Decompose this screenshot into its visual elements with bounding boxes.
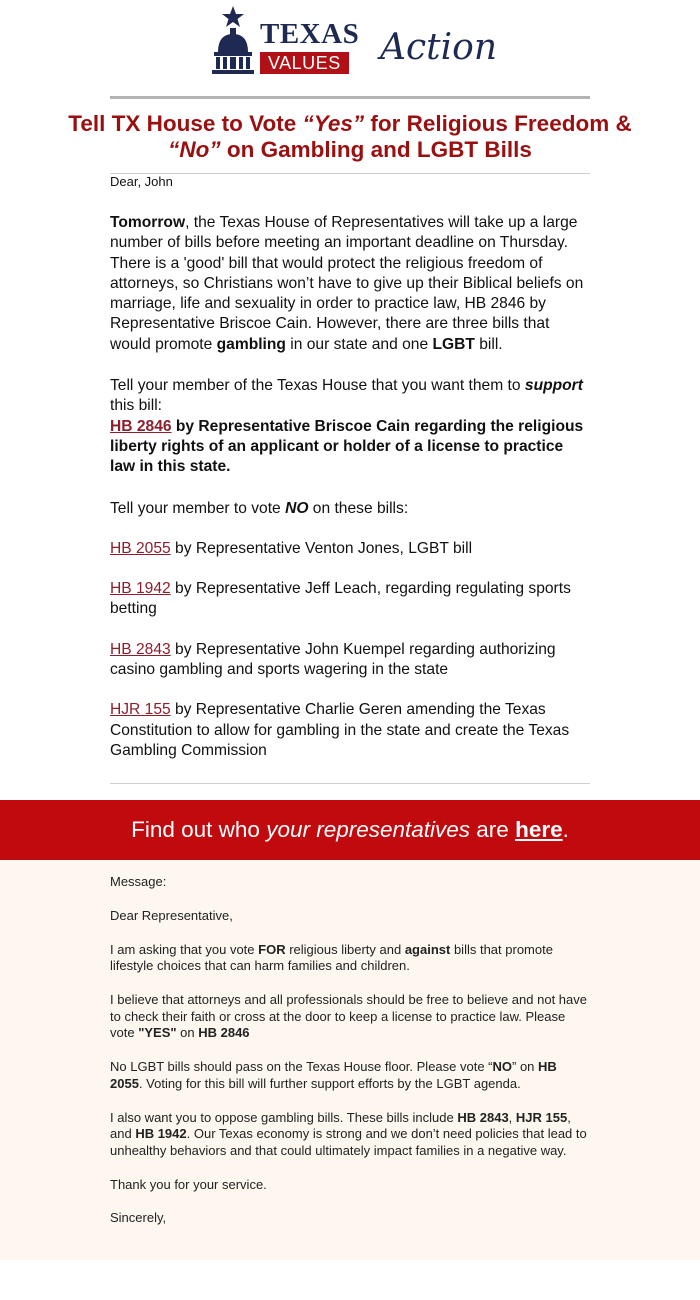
divider bbox=[110, 783, 590, 784]
message-text: . Our Texas economy is strong and we don’t need policies that lead to unhealthy behaviors and that could ultimately impact families in a negative way. bbox=[110, 1126, 587, 1158]
against-word: against bbox=[404, 941, 451, 957]
message-text: I believe that attorneys and all professionals should be free to believe and not have to check their faith or cross at the door to keep a license to practice law. Please vote bbox=[110, 992, 587, 1041]
intro-text: bill. bbox=[474, 335, 503, 353]
message-text: bills that promote lifestyle choices that can harm families and children. bbox=[110, 941, 553, 974]
no-word: NO bbox=[492, 1059, 513, 1075]
bill-ref: HB 2846 bbox=[198, 1025, 250, 1041]
message-text: religious liberty and bbox=[285, 941, 405, 957]
hb-2843-link[interactable]: HB 2843 bbox=[110, 640, 171, 658]
message-paragraph bbox=[110, 942, 590, 975]
title-part: on Gambling and LGBT Bills bbox=[220, 137, 532, 162]
logo-texas-text: TEXAS bbox=[260, 18, 360, 50]
message-text: . Voting for this bill will further support efforts by the LGBT agenda. bbox=[138, 1075, 521, 1091]
logo-action-text: Action bbox=[380, 27, 497, 68]
banner-text: Find out who bbox=[131, 817, 267, 843]
message-text: ” on bbox=[512, 1059, 539, 1075]
bill-item bbox=[110, 539, 590, 559]
bill-description: by Representative Charlie Geren amending the Texas Constitution to allow for gambling in the state and create the Texas Gambling Commission bbox=[110, 701, 570, 759]
message-text: on bbox=[176, 1025, 199, 1041]
support-text: this bill: bbox=[110, 397, 162, 415]
bill-description: by Representative Jeff Leach, regarding regulating sports betting bbox=[110, 580, 571, 618]
intro-text: in our state and one bbox=[285, 335, 433, 353]
message-thanks: Thank you for your service. bbox=[110, 1176, 267, 1192]
title-no: “No” bbox=[168, 137, 221, 162]
message-text: I am asking that you vote bbox=[110, 941, 259, 957]
support-word: support bbox=[524, 377, 583, 395]
message-label: Message: bbox=[110, 874, 167, 890]
bill-ref: HB 2843 bbox=[457, 1109, 509, 1125]
greeting: Dear, John bbox=[110, 174, 173, 189]
oppose-text: Tell your member to vote bbox=[110, 499, 286, 517]
bill-ref: HB 1942 bbox=[135, 1126, 187, 1142]
oppose-intro bbox=[110, 499, 590, 519]
banner-text: are bbox=[470, 817, 516, 843]
capitol-star-icon bbox=[208, 4, 258, 76]
hb-2846-link[interactable]: HB 2846 bbox=[110, 417, 172, 435]
intro-paragraph bbox=[110, 213, 590, 355]
intro-text: , the Texas House of Representatives will take up a large number of bills before meeting an important deadline on Thursday. There is a 'good' bill that would protect the religious freedom of attorneys, so Christians won’t have to give up their Biblical beliefs on marriage, life and sexuality in order to practice law, HB 2846 by Representative Briscoe Cain. However, there are three bills that would promote bbox=[110, 214, 584, 353]
bill-description: by Representative Venton Jones, LGBT bill bbox=[170, 539, 473, 557]
intro-lead: Tomorrow bbox=[110, 214, 186, 231]
message-paragraph bbox=[110, 1059, 590, 1092]
banner-italic: your representatives bbox=[266, 817, 471, 843]
message-text: , and bbox=[110, 1109, 571, 1142]
hjr-155-link[interactable]: HJR 155 bbox=[110, 701, 171, 719]
message-salutation: Dear Representative, bbox=[110, 907, 233, 923]
message-paragraph bbox=[110, 992, 590, 1042]
message-text: , bbox=[508, 1109, 516, 1125]
logo-values-text: VALUES bbox=[260, 52, 349, 74]
message-text: I also want you to oppose gambling bills. These bills include bbox=[110, 1109, 458, 1125]
hb-2055-link[interactable]: HB 2055 bbox=[110, 539, 171, 557]
lgbt-word: LGBT bbox=[432, 335, 475, 353]
email-body bbox=[0, 174, 700, 761]
bill-item bbox=[110, 700, 590, 761]
bill-ref: HJR 155 bbox=[515, 1109, 568, 1125]
find-representatives-banner bbox=[0, 800, 700, 860]
yes-word: "YES" bbox=[138, 1025, 177, 1041]
support-text: Tell your member of the Texas House that you want them to bbox=[110, 377, 525, 395]
message-text: No LGBT bills should pass on the Texas House floor. Please vote “ bbox=[110, 1059, 493, 1075]
page-title bbox=[60, 111, 640, 163]
support-paragraph bbox=[110, 376, 590, 477]
banner-text: . bbox=[562, 817, 569, 843]
no-word: NO bbox=[285, 499, 309, 517]
message-closing: Sincerely, bbox=[110, 1210, 167, 1226]
bill-item bbox=[110, 579, 590, 620]
divider-top bbox=[110, 96, 590, 99]
gambling-word: gambling bbox=[216, 335, 286, 353]
message-panel bbox=[0, 860, 700, 1260]
bill-description: by Representative John Kuempel regarding authorizing casino gambling and sports wagering in the state bbox=[110, 640, 556, 679]
oppose-text: on these bills: bbox=[308, 499, 409, 517]
bill-ref: HB 2055 bbox=[110, 1059, 557, 1091]
title-part: for Religious Freedom & bbox=[364, 111, 632, 136]
hb-2846-description: by Representative Briscoe Cain regarding the religious liberty rights of an applicant or holder of a license to practice law in this state. bbox=[110, 417, 584, 476]
texas-values-action-logo bbox=[0, 0, 700, 96]
title-part: Tell TX House to Vote bbox=[68, 111, 303, 136]
bill-item bbox=[110, 640, 590, 681]
find-representatives-link[interactable]: here bbox=[515, 817, 563, 843]
message-paragraph bbox=[110, 1110, 590, 1160]
for-word: FOR bbox=[258, 941, 286, 957]
hb-1942-link[interactable]: HB 1942 bbox=[110, 580, 171, 598]
title-yes: “Yes” bbox=[302, 111, 365, 136]
